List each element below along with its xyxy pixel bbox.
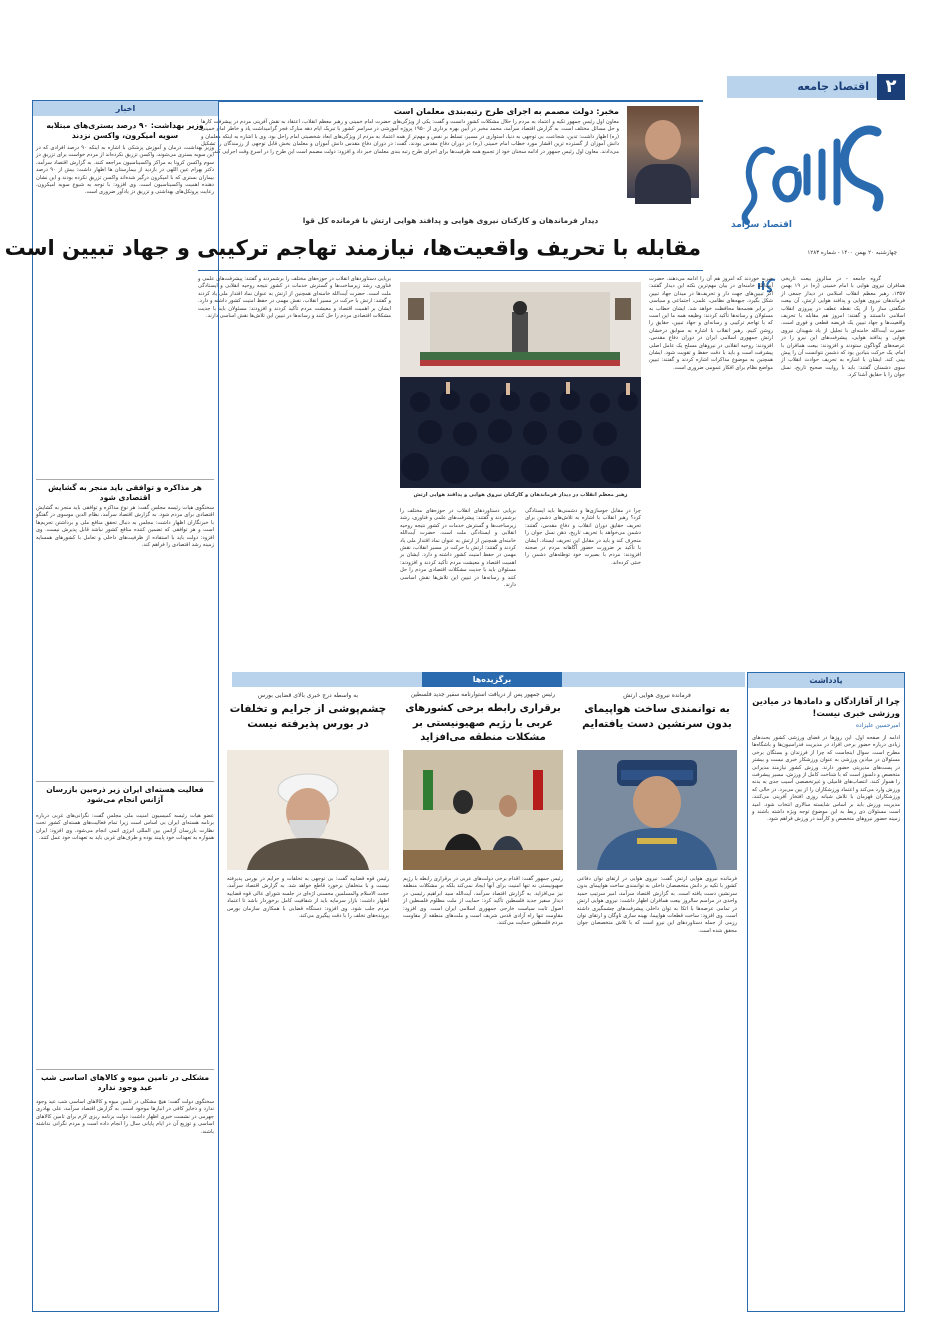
article-column-1: گروه جامعه - در سالروز بیعت تاریخی همافران نیروی هوایی با امام خمینی (ره) در ۱۹ بهمن ۱۳۵۷، رهبر معظم انقلاب اسلامی در دیدار جمعی از فرماندهان نیروی هوایی و پدافند هوایی ارتش، آن بیعت شگفتی ساز را از یک نقطه عطف در پیروزی انقلاب اسلامی دانستند و گفتند: امروز هم مقابله با تحریف واقعیت‌ها و جهاد تبیین یک فریضه قطعی و فوری است. حضرت آیت‌الله خامنه‌ای با تجلیل از یاد شهیدان نیروی هوایی و پدافند هوایی، پیشرفت‌های این نیرو را در عرصه‌های گوناگون ستودند و افزودند: بیعت همافران با امام، یک حرکت بنیادین بود که دشمن نتوانست آن را پیش بینی کند. ایشان با اشاره به تحریف حوادث انقلاب از سوی دشمنان گفتند: باید با روایت صحیح تاریخ، نسل جوان را با حقایق آشنا کرد. <box>781 276 905 379</box>
top-story-body: معاون اول رئیس جمهور تکیه و اعتماد به مردم را حلال مشکلات کشور دانست و گفت: یکی از ویژگی‌های حضرت امام خمینی و رهبر معظم انقلاب، اعتقاد به نقش آفرینی مردم در پیشرفت کارها و حل مسائل مختلف است. به گزارش اقتصاد سرآمد، محمد مخبر در آیین بهره برداری از ۱۹۵۰ پروژه آموزشی در سراسر کشور با تبریک ایام دهه مبارک فجر گرامیداشت یاد و خاطر امام خمینی (ره) اظهار داشت: تدین، شجاعت، بی توجهی به دنیا، استواری در مسیر، تسلط بر نفس و مهم‌تر از همه اعتماد به مردم از ویژگی‌های ابعاد شخصیتی امام راحل بود. وی با اشاره به اینکه معلمان و دانش آموزان از گسترده ترین اقشار مورد خطاب امام خمینی (ره) در دوران دفاع مقدس بودند، گفت: در دوران دفاع مقدس دانش آموزان و معلمان بخش قابل توجهی از رزمندگان را تشکیل می‌دادند. معاون اول رئیس جمهور در ادامه سخنان خود از تجمیع همه ظرفیت‌ها برای اجرای طرح رتبه بندی معلمان خبر داد و افزود: دولت مصمم است این طرح را در اسرع وقت اجرایی کند. <box>201 119 619 155</box>
main-article <box>198 276 905 656</box>
featured-header: برگزیده‌ها <box>422 672 562 687</box>
story-body: فرمانده نیروی هوایی ارتش گفت: نیروی هوایی در ارتقای توان دفاعی کشور با تکیه بر دانش متخصصان داخلی به توانمندی ساخت هواپیمای بدون سرنشین دست یافته است. به گزارش اقتصاد سرآمد، امیر سرتیپ حمید واحدی در مراسم سالروز بیعت همافران اظهار داشت: نیروی هوایی ارتش در تمامی عرصه‌ها با اتکا به توان داخلی پیشرفت‌های چشمگیری داشته است. وی افزود: ساخت قطعات هواپیما، بهینه سازی ناوگان و ارتقای توان رزمی از جمله دستاوردهای این نیرو است که با تلاش متخصصان جوان محقق شده است. <box>577 876 737 934</box>
news-item-body: عضو هیات رئیسه کمیسیون امنیت ملی مجلس گفت: نگرانی‌های غربی درباره برنامه هسته‌ای ایران بی اساس است زیرا تمام فعالیت‌های هسته‌ای کشور تحت نظارت بازرسان آژانس بین المللی انرژی اتمی انجام می‌شود. وی افزود: ایران همواره به تعهدات خود پایبند بوده و طرف‌های غربی باید به تعهدات خود عمل کنند. <box>36 813 214 842</box>
issue-line: چهارشنبه ۲۰ بهمن ۱۴۰۰ - شماره ۱۲۸۳ <box>807 250 897 256</box>
note-column <box>747 672 905 1312</box>
logo-mark <box>727 112 897 232</box>
left-news-column <box>32 100 219 1312</box>
photo-caption: رهبر معظم انقلاب در دیدار فرماندهان و کارکنان نیروی هوایی و پدافند هوایی ارتش <box>413 492 628 498</box>
story-palestine <box>403 692 563 1312</box>
masthead <box>725 74 905 270</box>
note-header: یادداشت <box>748 673 904 688</box>
commander-photo <box>577 750 737 870</box>
article-column-3: چرا در مقابل جوسازی‌ها و دشمنی‌ها باید ایستادگی کرد؟ رهبر انقلاب با اشاره به تلاش‌های دشمن برای تحریف حقایق دوران انقلاب و دفاع مقدس، گفتند: دشمن می‌خواهد با تحریف تاریخ، ذهن نسل جوان را منحرف کند و باید در مقابل این تحریف ایستاد. ایشان با تأکید بر ضرورت حضور آگاهانه مردم در صحنه افزودند: مردم با بصیرت خود توطئه‌های دشمن را خنثی کرده‌اند. <box>525 508 641 566</box>
story-title: برقراری رابطه برخی کشورهای عربی با رژیم صهیونیستی بر مشکلات منطقه می‌افزاید <box>405 703 561 743</box>
news-item-title: مشکلی در تامین میوه و کالاهای اساسی شب عید وجود ندارد <box>36 1069 214 1093</box>
page-number-badge: ۲ <box>877 74 905 100</box>
news-item-body: سخنگوی هیات رئیسه مجلس گفت: هر نوع مذاکره و توافقی باید منجر به گشایش اقتصادی برای مردم شود. به گزارش اقتصاد سرآمد، نظام الدین موسوی در گفتگو با خبرنگاران اظهار داشت: مجلس به دنبال تحقق منافع ملی و برداشتن تحریم‌ها است و هر توافقی که تضمین کننده منافع کشور نباشد قابل پذیرش نیست. وی افزود: دولت باید با استفاده از ظرفیت‌های داخلی و تعامل با کشورهای همسایه زمینه رشد اقتصادی را فراهم کند. <box>36 505 214 549</box>
meeting-photo <box>403 750 563 870</box>
note-title: چرا از آقازادگان و دامادها در میادین ورزشی خبری نیست! <box>752 696 900 718</box>
note-author: امیرحسین علیزاده <box>856 723 900 729</box>
bottom-section-header <box>232 672 745 687</box>
story-title: به توانمندی ساخت هواپیمای بدون سرنشین دست یافته‌ایم <box>582 703 732 730</box>
article-column-5: برپایی دستاوردهای انقلاب در حوزه‌های مختلف را برشمردند و گفتند: پیشرفت‌های علمی و فناوری، رشد زیرساخت‌ها و گسترش خدمات در کشور نتیجه روحیه انقلابی و ایستادگی ملت است. حضرت آیت‌الله خامنه‌ای همچنین از ارتش به عنوان نماد اقتدار ملی یاد کردند و گفتند: ارتش با حرکت در مسیر انقلاب، نقش مهمی در حفظ امنیت کشور داشته و دارد. ایشان بر اهمیت اقتصاد و معیشت مردم تأکید کردند و افزودند: مسئولان باید با جدیت مشکلات اقتصادی مردم را حل کنند و رسانه‌ها در تبیین این تلاش‌ها نقش اساسی دارند. <box>198 276 391 320</box>
top-story <box>198 100 703 202</box>
story-title: چشم‌پوشی از جرایم و تخلفات در بورس پذیرفته نیست <box>229 703 387 730</box>
story-kicker: فرمانده نیروی هوایی ارتش <box>623 692 691 699</box>
news-item-title: وزیر بهداشت: ۹۰ درصد بستری‌های مبتلابه سویه امیکرون، واکسن نزدند <box>46 121 204 140</box>
note-body: ادامه از صفحه اول. این روزها در فضای ورزشی کشور بحث‌های زیادی درباره حضور برخی افراد در مدیریت فدراسیون‌ها و باشگاه‌ها مطرح است. سوال اینجاست که چرا از فرزندان و بستگان برخی مسئولان در میادین ورزشی به عنوان ورزشکار خبری نیست و بیشتر در پست‌های مدیریتی حضور دارند. ورزش کشور نیازمند مدیرانی متخصص و دلسوز است که با شناخت کامل از ورزش، مسیر پیشرفت را هموار کنند. انتصاب‌های فامیلی و غیرتخصصی آسیب جدی به بدنه ورزش وارد می‌کند و اعتماد ورزشکاران را از بین می‌برد. در حالی که ورزشکاران قهرمان با تلاش شبانه روزی افتخار آفرینی می‌کنند، مدیریت ورزش باید بر اساس شایسته سالاری انتخاب شود. امید است مسئولان ذی ربط به این موضوع توجه ویژه داشته باشند و زمینه حضور نیروهای متخصص و کارآمد در ورزش فراهم شود. <box>752 735 900 823</box>
news-item-body: سخنگوی دولت گفت: هیچ مشکلی در تامین میوه و کالاهای اساسی شب عید وجود ندارد و ذخایر کافی در انبارها موجود است. به گزارش اقتصاد سرآمد، علی بهادری جهرمی در نشست خبری اظهار داشت: دولت برنامه ریزی لازم برای تامین کالاهای اساسی و توزیع آن در ایام پایانی سال را انجام داده است و مردم نگرانی نداشته باشند. <box>36 1099 214 1135</box>
article-column-2: ضربه خوردند که امروز هم آن را ادامه می‌دهند. حضرت آیت‌الله خامنه‌ای در بیان مهم‌ترین نکته این دیدار گفتند: اگر تبیین‌های جهت دار و تحریف‌ها در میدان جهاد تبیین شکل بگیرد، جبهه‌های نظامی، علمی، اجتماعی و سیاسی در برابر هجمه‌ها محافظت خواهد شد. ایشان خطاب به مسئولان و رسانه‌ها تأکید کردند: وظیفه همه ما این است که با تهاجم ترکیبی و رسانه‌ای و جهاد تبیین، حقایق را روشن کنیم. رهبر انقلاب با اشاره به سوابق درخشان ارتش جمهوری اسلامی ایران در دوران دفاع مقدس، افزودند: روحیه انقلابی در نیروهای مسلح یک عامل اصلی پیشرفت است و باید با دقت حفظ و تقویت شود. ایشان همچنین به موضوع مذاکرات اشاره کردند و گفتند: تبیین مواضع نظام برای افکار عمومی ضروری است. <box>649 276 773 371</box>
story-kicker: به واسطه درج خبری بالای قضایی بورس <box>257 692 359 699</box>
story-bourse <box>227 692 389 1312</box>
leader-photo <box>400 282 641 488</box>
story-drone <box>577 692 737 1312</box>
section-label: اقتصاد جامعه <box>727 76 877 98</box>
story-kicker: رئیس جمهور پس از دریافت استوارنامه سفیر جدید فلسطین <box>410 692 556 698</box>
headline-title: مقابله با تحریف واقعیت‌ها، نیازمند تهاجم ترکیبی و جهاد تبیین است <box>4 236 701 260</box>
article-column-4: برپایی دستاوردهای انقلاب در حوزه‌های مختلف را برشمردند و گفتند: پیشرفت‌های علمی و فناوری، رشد زیرساخت‌ها و گسترش خدمات در کشور نتیجه روحیه انقلابی و ایستادگی ملت است. حضرت آیت‌الله خامنه‌ای همچنین از ارتش به عنوان نماد اقتدار ملی یاد کردند و گفتند: ارتش با حرکت در مسیر انقلاب، نقش مهمی در حفظ امنیت کشور داشته و دارد. ایشان بر اهمیت اقتصاد و معیشت مردم تأکید کردند و افزودند: مسئولان باید با جدیت مشکلات اقتصادی مردم را حل کنند و رسانه‌ها در تبیین این تلاش‌ها نقش اساسی دارند. <box>400 508 516 589</box>
logo <box>727 112 897 232</box>
news-item-title: هر مذاکره و توافقی باید منجر به گشایش اقتصادی شود <box>36 479 214 503</box>
story-body: رئیس جمهور گفت: اقدام برخی دولت‌های عربی در برقراری رابطه با رژیم صهیونیستی نه تنها امنیت برای آنها ایجاد نمی‌کند بلکه بر مشکلات منطقه نیز می‌افزاید. به گزارش اقتصاد سرآمد، آیت‌الله سید ابراهیم رئیسی در دیدار سفیر جدید فلسطین تأکید کرد: حمایت از ملت مظلوم فلسطین از اصول ثابت سیاست خارجی جمهوری اسلامی ایران است. وی افزود: مقاومت تنها راه آزادی قدس شریف است و ملت‌های منطقه از مقاومت مردم فلسطین حمایت می‌کنند. <box>403 876 563 927</box>
headline-rule <box>198 270 703 271</box>
news-header: اخبار <box>33 101 218 116</box>
top-story-title: مخبر: دولت مصمم به اجرای طرح رتبه‌بندی معلمان است <box>393 106 619 116</box>
headline-kicker: دیدار فرماندهان و کارکنان نیروی هوایی و پدافند هوایی ارتش با فرمانده کل قوا <box>302 216 599 225</box>
news-item-title: فعالیت هسته‌ای ایران زیر ذره‌بین بازرسان آژانس انجام می‌شود <box>36 781 214 805</box>
news-item-body: وزیر بهداشت، درمان و آموزش پزشکی با اشاره به اینکه ۹۰ درصد افرادی که در این سویه بستری می‌شوند، واکسن تزریق نکرده‌اند از مردم خواست برای تزریق دز سوم واکسن کرونا به مراکز واکسیناسیون مراجعه کنند. به گزارش اقتصاد سرآمد، دکتر بهرام عین اللهی در بازدید از بیمارستان ها اظهار داشت: بیش از ۹۰ درصد بیماران بستری که با امیکرون درگیر شده‌اند واکسن تزریق نکرده بودند و این نشان دهنده اهمیت واکسیناسیون است. وی افزود: با توجه به شیوع سویه امیکرون، رعایت پروتکل‌های بهداشتی و تزریق دز یادآور ضروری است. <box>36 145 215 196</box>
mokhber-photo <box>627 106 699 198</box>
logo-text: اقتصاد سرآمد <box>731 220 792 230</box>
story-body: رئیس قوه قضاییه گفت: بی توجهی به تخلفات و جرایم در بورس پذیرفته نیست و با متخلفان برخورد قاطع خواهد شد. به گزارش اقتصاد سرآمد، حجت الاسلام والمسلمین محسنی اژه‌ای در جلسه شورای عالی قوه قضاییه اظهار داشت: بازار سرمایه باید از شفافیت کامل برخوردار باشد تا اعتماد مردم جلب شود. وی افزود: دستگاه قضایی با همکاری سازمان بورس پرونده‌های تخلف را با دقت پیگیری می‌کند. <box>227 876 389 920</box>
judiciary-chief-photo <box>227 750 389 870</box>
